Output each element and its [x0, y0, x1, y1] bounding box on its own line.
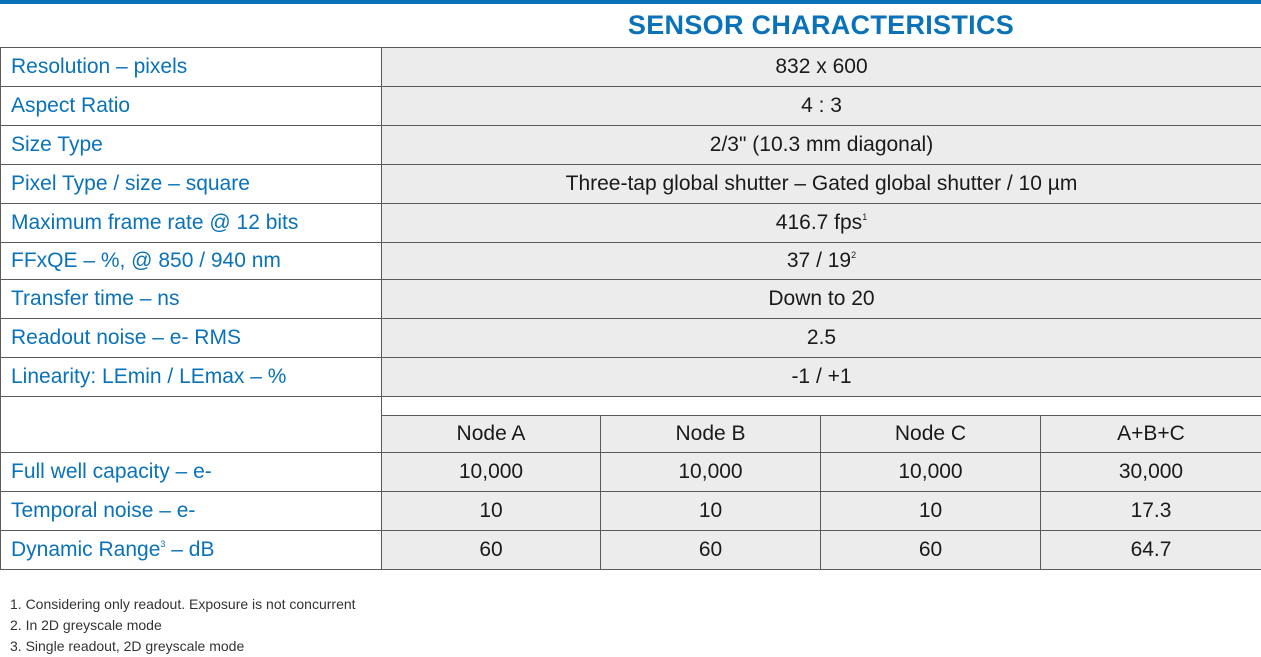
spec-value: -1 / +1	[382, 358, 1261, 397]
spec-label: Linearity: LEmin / LEmax – %	[1, 358, 382, 397]
footnote-ref: 1	[862, 212, 867, 222]
node-row-full-well	[1, 453, 1261, 492]
blank-label-cell	[1, 416, 382, 453]
spec-label: Size Type	[1, 126, 382, 165]
spec-value: $37 / 19^2$	[382, 243, 1261, 280]
spec-row-linearity	[1, 358, 1261, 397]
footnote-ref: 3	[160, 539, 165, 549]
spec-value: 832 x 600	[382, 48, 1261, 87]
spec-value: 416.7 fps$^1$	[382, 204, 1261, 243]
node-value: 10	[821, 492, 1041, 531]
spec-label: Readout noise – e- RMS	[1, 319, 382, 358]
node-value: 10	[382, 492, 601, 531]
spec-value: Three-tap global shutter – Gated global shutter / 10 µm	[382, 165, 1261, 204]
spec-value: 4 : 3	[382, 87, 1261, 126]
node-header: Node C	[821, 416, 1041, 453]
spec-label: Pixel Type / size – square	[1, 165, 382, 204]
spec-row-size-type	[1, 126, 1261, 165]
spec-label: FFxQE – %, @ 850 / 940 nm	[1, 243, 382, 280]
blank-label-cell	[1, 397, 382, 416]
footnote: 3. Single readout, 2D greyscale mode	[10, 636, 356, 657]
node-value: 64.7	[1041, 531, 1261, 570]
node-value: 10	[601, 492, 821, 531]
spec-label: Aspect Ratio	[1, 87, 382, 126]
spec-row-readout-noise	[1, 319, 1261, 358]
node-row-temporal-noise	[1, 492, 1261, 531]
spec-label: Transfer time – ns	[1, 280, 382, 319]
spec-label: Resolution – pixels	[1, 48, 382, 87]
footnote: 2. In 2D greyscale mode	[10, 615, 356, 636]
node-value: 17.3	[1041, 492, 1261, 531]
node-header: Node B	[601, 416, 821, 453]
spec-row-transfer-time	[1, 280, 1261, 319]
spec-row-resolution	[1, 48, 1261, 87]
spec-row-ffxqe	[1, 243, 1261, 280]
title-row	[0, 4, 1261, 47]
spacer-row	[1, 397, 1261, 416]
spec-label: Temporal noise – e-	[1, 492, 382, 531]
spec-label: Dynamic Range$^3$ – dB	[1, 531, 382, 570]
node-value: 60	[821, 531, 1041, 570]
spec-value: 2.5	[382, 319, 1261, 358]
spec-row-frame-rate	[1, 204, 1261, 243]
node-value: 60	[601, 531, 821, 570]
blank-cell	[382, 397, 1261, 416]
node-value: 60	[382, 531, 601, 570]
footnotes	[10, 594, 356, 657]
node-header-row	[1, 416, 1261, 453]
node-value: 10,000	[382, 453, 601, 492]
footnote: 1. Considering only readout. Exposure is not concurrent	[10, 594, 356, 615]
spec-label: Full well capacity – e-	[1, 453, 382, 492]
node-row-dynamic-range	[1, 531, 1261, 570]
spec-value: Down to 20	[382, 280, 1261, 319]
page-title: SENSOR CHARACTERISTICS	[381, 10, 1261, 41]
footnote-ref: 2	[851, 250, 856, 260]
spec-label: Maximum frame rate @ 12 bits	[1, 204, 382, 243]
spec-row-aspect-ratio	[1, 87, 1261, 126]
node-value: 30,000	[1041, 453, 1261, 492]
sensor-characteristics-table	[0, 47, 1261, 570]
node-value: 10,000	[601, 453, 821, 492]
spec-value: 2/3" (10.3 mm diagonal)	[382, 126, 1261, 165]
node-header: Node A	[382, 416, 601, 453]
node-header: A+B+C	[1041, 416, 1261, 453]
spec-row-pixel-type	[1, 165, 1261, 204]
node-value: 10,000	[821, 453, 1041, 492]
